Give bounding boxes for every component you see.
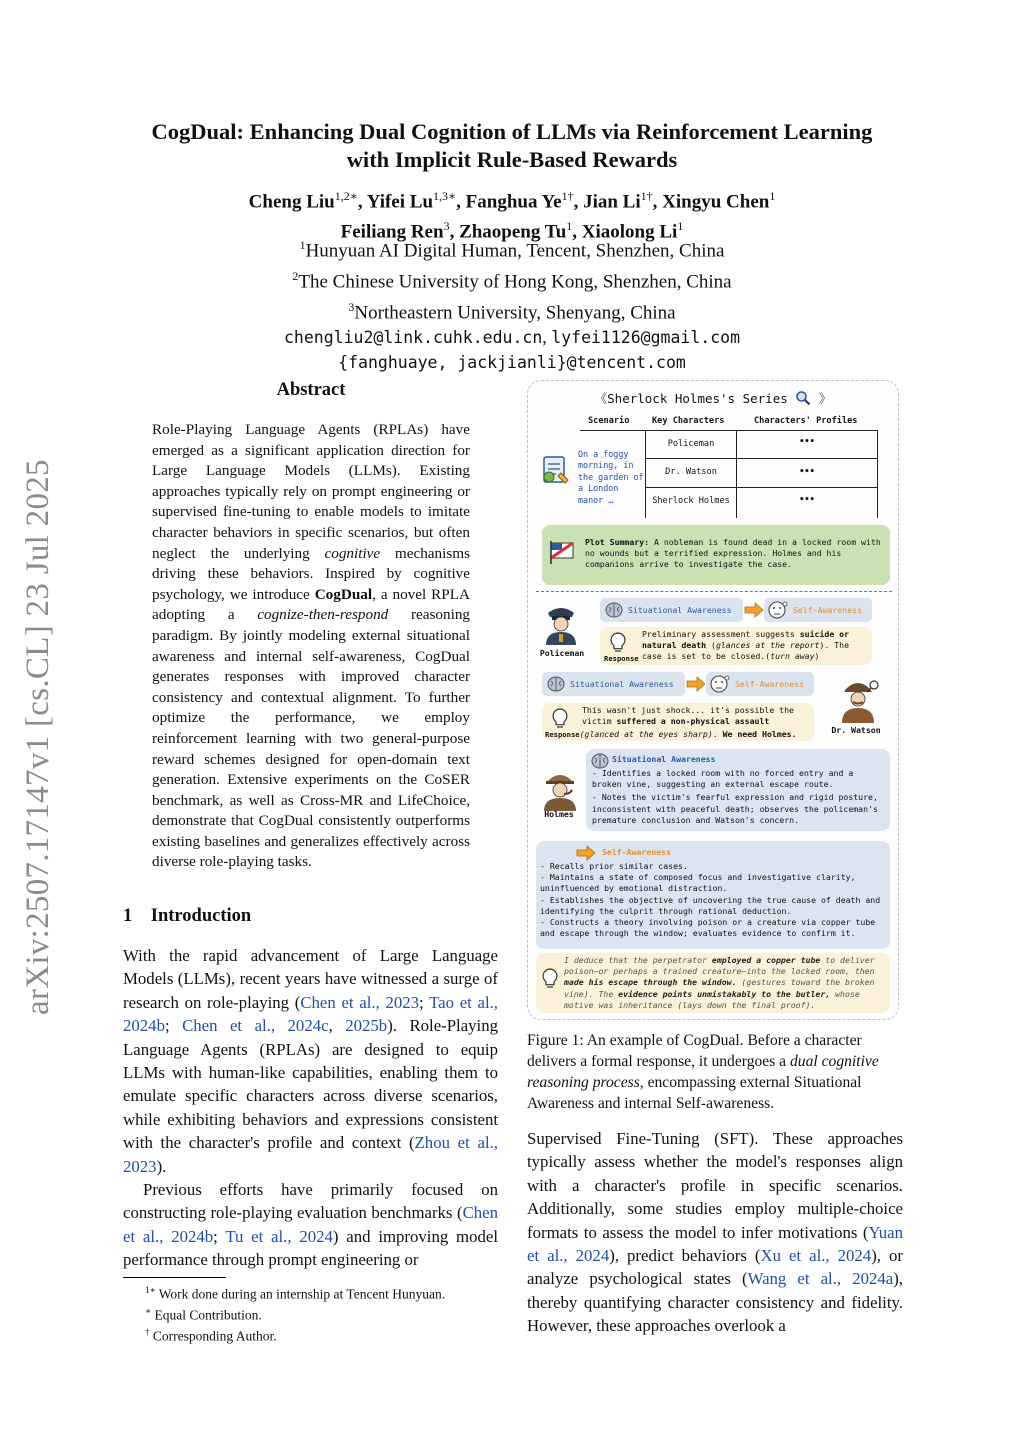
author-sup: 3: [443, 219, 450, 234]
profile-cell: •••: [799, 467, 815, 477]
holmes-self-list: [540, 861, 888, 939]
situational-awareness-tag: [542, 672, 685, 696]
abstract-body: [152, 420, 470, 873]
watson-label: Dr. Watson: [831, 725, 881, 735]
citation-link[interactable]: 2023: [385, 992, 420, 1012]
body-text: ,: [328, 1016, 346, 1036]
abstract-text: reasoning paradigm. By jointly modeling external situational awareness and internal self-awareness, CogDual generates responses with improved character consistency and contextual alignment. To further optimize the performance, we employ reinforcement learning with two general-purpose reward schemes designed for open-domain text generation. Extensive experiments on the CoSER benchmark, as well as Cross-MR and LifeChoice, demonstrate that CogDual consistently outperforms existing baselines and generalizes effectively across diverse role-playing tasks.: [152, 606, 471, 871]
list-item: - Notes the victim's fearful expression and rigid posture, inconsistent with peaceful death; observes the policeman's premature conclusion and Watson's concern.: [592, 792, 878, 825]
footnote-text: Work done during an internship at Tencent Hunyuan.: [158, 1286, 446, 1302]
footnote-mark: 1∗: [145, 1285, 156, 1295]
author-sup: 1: [677, 219, 684, 234]
citation-link[interactable]: Chen et al., 2024b: [123, 1203, 498, 1246]
body-text: ;: [164, 1016, 183, 1036]
magnifier-icon: [795, 390, 811, 406]
self-awareness-tag: [706, 672, 814, 696]
email-line-1: [100, 325, 924, 351]
response-bold: We need Holmes.: [722, 729, 797, 739]
author-name: Xiaolong Li: [581, 221, 678, 243]
body-text: ). Role-Playing Language Agents (RPLAs) are designed to equip LLMs with human-like capabilities, enabling them to emulate specific characters across diverse scenarios, while exhibiting behaviors and expressions consistent with the character's profile and context (: [123, 1016, 499, 1153]
author-sup: 1,2∗: [334, 189, 358, 203]
response-label: Response: [604, 654, 639, 663]
footnote-rule: [123, 1277, 226, 1278]
self-awareness-tag: [764, 598, 872, 622]
affiliation: [100, 295, 924, 326]
brain-icon: [604, 601, 624, 619]
list-item-text: Establishes the objective of uncovering the true cause of death and identifying the culprit through rational deduction.: [540, 894, 881, 916]
affiliation-sup: 1: [299, 238, 306, 252]
author-name: Fanghua Ye: [465, 191, 562, 213]
title-line-1: CogDual: Enhancing Dual Cognition of LLMs via Reinforcement Learning: [151, 119, 873, 144]
abstract-heading: Abstract: [276, 380, 346, 400]
policeman-response-text: [642, 629, 870, 663]
affiliation-text: The Chinese University of Hong Kong, Shenzhen, China: [298, 271, 732, 293]
self-awareness-label: Self-Awareness: [602, 847, 672, 857]
arxiv-stamp: arXiv:2507.17147v1 [cs.CL] 23 Jul 2025: [20, 459, 56, 1015]
lightbulb-icon: [540, 967, 560, 989]
list-item-text: Notes the victim's fearful expression and rigid posture, inconsistent with peaceful death; observes the policeman's premature conclusion and Watson's concern.: [592, 792, 878, 825]
abstract-text: , a novel RPLA adopting a: [152, 585, 470, 624]
author-line-1: Cheng Liu$^{1,2∗}$, Yifei $Lu^{1,3∗}$, Fanghua $Ye^{1\dagger}$, Jian $Li^{1\dagger}$, Xingyu Chen$^1$: [248, 189, 776, 213]
figure-caption: [527, 1030, 903, 1114]
author-name: Cheng Liu: [248, 191, 335, 213]
response-italic: glances at the report: [715, 640, 820, 651]
lightbulb-icon: [608, 631, 628, 653]
author-name: Feiliang Ren: [340, 221, 444, 243]
response-text: I deduce that the perpetrator: [564, 955, 712, 965]
footnote: [145, 1303, 505, 1324]
situational-awareness-tag: [600, 598, 743, 622]
footnote-mark: ∗: [145, 1306, 152, 1316]
character-cell: Dr. Watson: [665, 467, 717, 477]
email-link[interactable]: lyfei1126@gmail.com: [551, 328, 741, 348]
watson-avatar-icon: [836, 677, 880, 723]
intro-paragraph-2: [123, 1178, 498, 1272]
situational-awareness-label: Situational Awareness: [570, 679, 674, 689]
body-text: ), thereby quantifying character consistency and fidelity. However, these approaches overlook a: [527, 1269, 904, 1336]
affiliations: [100, 233, 924, 375]
character-cell: Policeman: [667, 439, 715, 449]
body-text: ), or analyze psychological states (: [527, 1246, 903, 1289]
table-rule: [580, 430, 878, 431]
body-text: ;: [213, 1226, 226, 1246]
intro-body: [123, 944, 498, 1272]
response-bold: suffered a non-physical assault: [616, 716, 770, 727]
list-item-text: Maintains a state of composed focus and investigative clarity, uninfluenced by emotional distraction.: [540, 872, 856, 894]
holmes-response-text: [564, 955, 888, 1011]
list-item-text: Recalls prior similar cases.: [549, 861, 688, 871]
citation-link[interactable]: Wang et al., 2024a: [747, 1269, 894, 1289]
email-line-2[interactable]: {fanghuaye, jackjianli}@tencent.com: [338, 352, 686, 372]
body-text: ) and improving model performance through prompt engineering or: [123, 1226, 498, 1270]
self-awareness-label: Self-Awareness: [793, 605, 863, 615]
caption-text: Figure 1: An example of CogDual. Before a character delivers a formal response, it undergoes a: [527, 1032, 862, 1070]
body-text: Previous efforts have primarily focused on constructing role-playing evaluation benchmarks (: [123, 1180, 498, 1223]
citation-link[interactable]: 2025b: [345, 1016, 388, 1036]
email-separator: ,: [542, 327, 552, 348]
citation-link[interactable]: Chen et al.,: [300, 992, 380, 1012]
abstract-text: mechanisms driving these behaviors. Inspired by cognitive psychology, we introduce: [152, 544, 470, 603]
author-sup: 1†: [640, 189, 653, 203]
table-header-scenario: Scenario: [588, 416, 630, 426]
affiliation: [100, 233, 924, 264]
figure-title-bracket: 》: [818, 391, 832, 406]
author-sup: 1: [566, 219, 573, 234]
intro-paragraph-1: [123, 944, 498, 1178]
response-italic: turn away: [770, 651, 815, 662]
figure-title-text: 《Sherlock Holmes's Series: [594, 391, 788, 406]
scenario-text: On a foggy morning, in the garden of a London manor …: [578, 449, 644, 505]
response-text: (gestures toward the broken vine). The: [564, 977, 875, 999]
table-header-profiles: Characters' Profiles: [754, 416, 858, 426]
plot-summary-body: A nobleman is found dead in a locked room with no wounds but a terrified expression. Holmes and his companions arrive to investigate the case.: [585, 537, 881, 570]
character-cell: Sherlock Holmes: [652, 496, 730, 506]
author-sup: 1,3∗: [433, 189, 457, 203]
footnote: [145, 1324, 505, 1345]
list-item: - Identifies a locked room with no forced entry and a broken vine, suggesting an external escape route.: [592, 768, 854, 790]
response-text: This wasn't just shock... it's possible the victim: [582, 705, 794, 727]
body-text: ), predict behaviors (: [609, 1246, 761, 1266]
email-link[interactable]: chengliu2@link.cuhk.edu.cn: [283, 328, 543, 348]
affiliation: [100, 264, 924, 295]
response-text: ). The case is set to be closed.(: [642, 640, 850, 662]
body-text: ).: [156, 1156, 167, 1176]
holmes-avatar-icon: [540, 769, 580, 811]
list-item: - Maintains a state of composed focus and investigative clarity, uninfluenced by emotional distraction.: [540, 872, 856, 894]
caption-text: , encompassing external Situational Awareness and internal Self-awareness.: [527, 1074, 862, 1112]
author-name: Xingyu Chen: [662, 191, 770, 213]
citation-link[interactable]: Tu et al., 2024: [225, 1226, 333, 1246]
section-title: Introduction: [150, 906, 252, 926]
thinking-face-icon: [709, 674, 731, 694]
affiliation-text: Hunyuan AI Digital Human, Tencent, Shenzhen, China: [305, 240, 725, 262]
author-sup: 1: [769, 189, 776, 203]
response-bold: made his escape through the window.: [564, 977, 737, 988]
response-text: ): [814, 651, 820, 662]
footnote-mark: †: [145, 1327, 150, 1337]
policeman-avatar-icon: [540, 601, 582, 645]
figure-1: [527, 380, 899, 1020]
section-heading: [123, 906, 251, 927]
author-line-2: Feiliang Ren$^3$, Zhaopeng Tu$^1$, Xiaolong Li$^1$: [340, 219, 684, 243]
self-awareness-label: Self-Awareness: [735, 679, 805, 689]
response-text: (: [706, 640, 716, 651]
author-name: Jian Li: [583, 191, 641, 213]
figure-title: [528, 389, 898, 407]
plot-summary-label: Plot Summary:: [585, 537, 650, 547]
citation-link[interactable]: Tao et al., 2024b: [123, 992, 498, 1036]
arrow-right-icon: [686, 676, 706, 692]
response-text: whose motive was inheritance (lays down the final proof).: [564, 988, 860, 1010]
arrow-right-icon: [576, 845, 596, 861]
right-column-body: [527, 1127, 903, 1338]
affiliation-sup: 2: [292, 268, 299, 283]
response-text: Preliminary assessment suggests: [642, 629, 800, 639]
lightbulb-icon: [550, 707, 570, 729]
table-rule: [645, 458, 878, 459]
response-italic: (glanced at the eyes sharp): [579, 729, 713, 739]
profile-cell: •••: [799, 495, 815, 505]
footnote: [145, 1282, 505, 1303]
affiliation-text: Northeastern University, Shenyang, China: [354, 301, 676, 323]
response-bold: evidence points unmistakably to the butler,: [618, 988, 831, 999]
watson-response-line: [545, 729, 815, 740]
abstract-emphasis: cognitive: [324, 544, 381, 562]
abstract-emphasis: cognize-then-respond: [257, 606, 389, 624]
thinking-face-icon: [767, 600, 789, 620]
footnotes: [145, 1282, 505, 1345]
abstract-bold: CogDual: [314, 585, 373, 603]
situational-awareness-label: Situational Awareness: [612, 754, 716, 764]
table-header-characters: Key Characters: [652, 416, 725, 426]
table-vline: [877, 430, 878, 518]
response-text: .: [712, 729, 723, 739]
holmes-label: Holmes: [544, 809, 574, 819]
table-rule: [645, 487, 878, 488]
caption-emphasis: dual cognitive reasoning process: [527, 1053, 879, 1091]
flag-icon: [548, 539, 578, 565]
affiliation-sup: 3: [348, 299, 355, 314]
citation-link[interactable]: Zhou et al., 2023: [123, 1133, 498, 1176]
brain-icon: [546, 675, 566, 693]
holmes-sa-list: [592, 768, 886, 826]
watson-response-text: [582, 705, 812, 727]
abstract-text: Role-Playing Language Agents (RPLAs) have emerged as a significant application direction for Large Language Models (LLMs). Existing approaches typically rely on prompt engineering or supervised fine-tuning to enable models to imitate character behaviors in specific scenarios, but often neglect the underlying: [152, 421, 470, 562]
citation-link[interactable]: Xu et al., 2024: [760, 1246, 872, 1266]
list-item-text: Identifies a locked room with no forced entry and a broken vine, suggesting an external escape route.: [592, 768, 854, 790]
citation-link[interactable]: Chen et al., 2024c: [182, 1016, 329, 1036]
title-line-2: with Implicit Rule-Based Rewards: [346, 147, 678, 172]
list-item: - Recalls prior similar cases.: [540, 861, 688, 871]
response-bold: suicide or natural death: [642, 629, 850, 651]
author-name: Yifei Lu: [366, 191, 434, 213]
policeman-label: Policeman: [539, 648, 585, 658]
scene-notes-icon: [538, 453, 572, 487]
author-sup: 1†: [561, 189, 574, 203]
list-item-text: Constructs a theory involving poison or a creature via copper tube and escape through the window; evaluates evidence to confirm it.: [540, 917, 876, 939]
footnote-text: Corresponding Author.: [152, 1328, 277, 1344]
response-label: Response: [545, 730, 580, 739]
body-text: Supervised Fine-Tuning (SFT). These approaches typically assess whether the model's responses align with a character's profile in specific scenarios. Additionally, some studies employ multiple-choice formats to assess the model to infer motivations (: [527, 1129, 903, 1242]
section-number: 1: [123, 906, 133, 926]
citation-link[interactable]: Yuan et al., 2024: [527, 1222, 903, 1266]
body-text: ;: [419, 992, 430, 1012]
list-item: - Constructs a theory involving poison or a creature via copper tube and escape through the window; evaluates evidence to confirm it.: [540, 917, 876, 939]
situational-awareness-label: Situational Awareness: [628, 605, 732, 615]
profile-cell: •••: [799, 437, 815, 447]
paper-title: [100, 118, 924, 174]
footnote-text: Equal Contribution.: [154, 1307, 262, 1323]
body-text: With the rapid advancement of Large Language Models (LLMs), recent years have witnessed a surge of research on role-playing (: [123, 946, 498, 1012]
author-name: Zhaopeng Tu: [459, 221, 567, 243]
response-text: to deliver poison—or perhaps a trained creature—into the locked room, then: [564, 955, 875, 977]
dashed-divider: [536, 591, 892, 592]
list-item: - Establishes the objective of uncovering the true cause of death and identifying the culprit through rational deduction.: [540, 894, 881, 916]
response-bold: employed a copper tube: [711, 955, 821, 965]
plot-summary-text: [585, 537, 885, 571]
arrow-right-icon: [744, 602, 764, 618]
